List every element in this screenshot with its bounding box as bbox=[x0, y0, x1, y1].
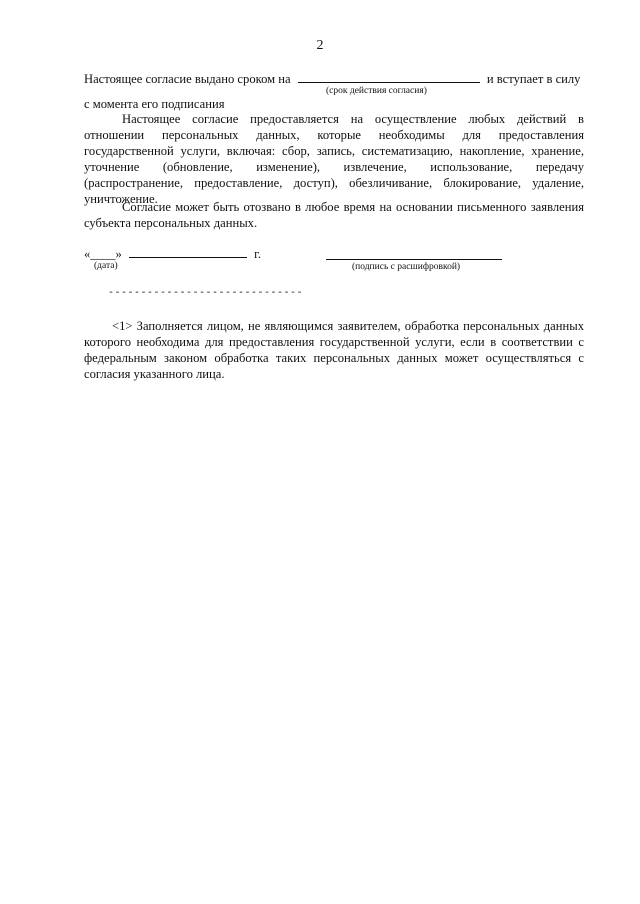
date-month-blank[interactable] bbox=[129, 245, 247, 258]
term-continuation: с момента его подписания bbox=[84, 97, 225, 111]
revocation-paragraph: Согласие может быть отозвано в любое время на основании письменного заявления субъекта персональных данных. bbox=[84, 200, 584, 230]
scope-paragraph: Настоящее согласие предоставляется на осуществление любых действий в отношении персональных данных, которые необходимы для предоставления государственной услуги, включая: сбор, запись, систематизацию, накопление, хранение, уточнение (обновление, изменение), извлечение, использование, передачу (распространение, предоставление, доступ), обезличивание, блокирование, удаление, уничтожение. bbox=[84, 112, 584, 206]
date-caption: (дата) bbox=[94, 261, 118, 271]
term-line bbox=[84, 70, 580, 87]
term-prefix: Настоящее согласие выдано сроком на bbox=[84, 72, 291, 86]
term-suffix: и вступает в силу bbox=[486, 72, 581, 86]
term-caption: (срок действия согласия) bbox=[326, 86, 427, 96]
signature-blank-field[interactable] bbox=[326, 259, 502, 260]
page-number: 2 bbox=[316, 38, 324, 53]
date-open-quote: « bbox=[84, 247, 91, 261]
year-suffix: г. bbox=[254, 247, 261, 261]
footnote-text: <1> Заполняется лицом, не являющимся заявителем, обработка персональных данных которого необходима для предоставления государственной услуги, если в соответствии с федеральным законом обработка таких персональных данных может осуществляться с согласия указанного лица. bbox=[84, 319, 584, 381]
signature-caption: (подпись с расшифровкой) bbox=[352, 262, 461, 272]
footnote-separator: ------------------------------ bbox=[108, 288, 304, 299]
date-close-quote: » bbox=[115, 247, 122, 261]
term-blank-field[interactable] bbox=[298, 70, 480, 83]
date-line bbox=[84, 245, 261, 262]
date-day-blank[interactable]: ____ bbox=[90, 247, 116, 261]
